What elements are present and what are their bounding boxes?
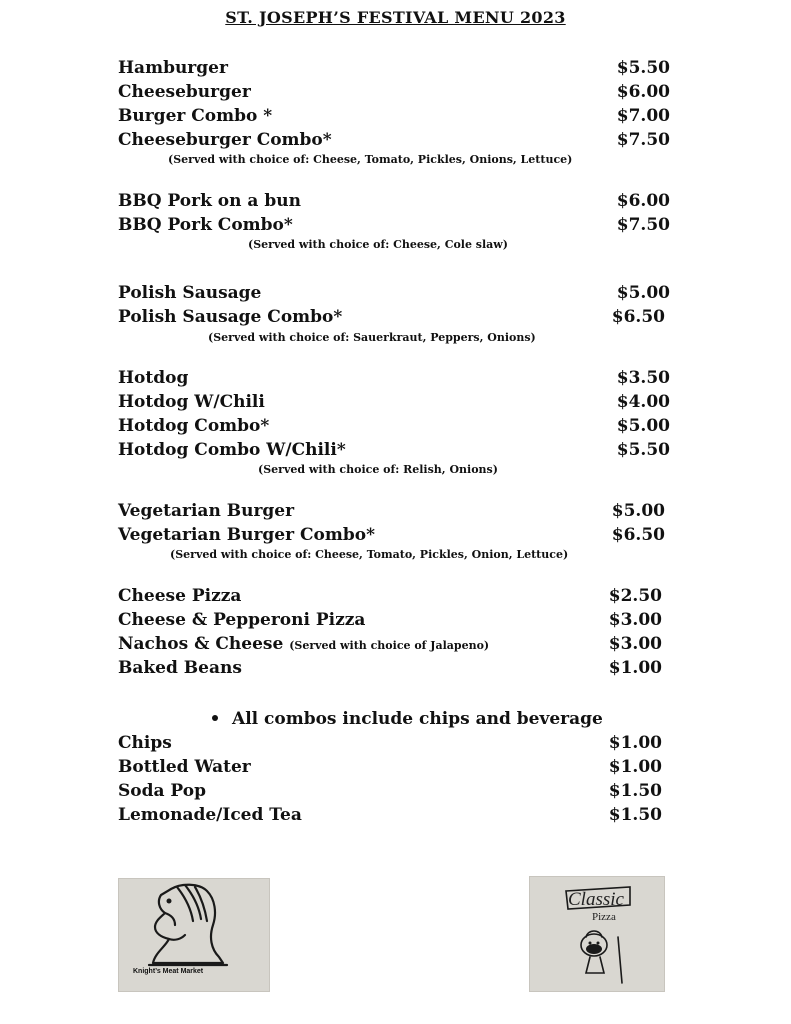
menu-item-price: $1.50 [608, 805, 662, 825]
menu-item-price: $1.00 [608, 733, 662, 753]
served-with-note: (Served with choice of: Sauerkraut, Peppers, Onions) [208, 331, 536, 344]
served-with-note: (Served with choice of: Cheese, Tomato, Pickles, Onions, Lettuce) [168, 153, 573, 166]
pizza-logo-word: Pizza [592, 911, 616, 923]
served-with-note: (Served with choice of: Relish, Onions) [258, 463, 498, 476]
classic-pizza-logo [529, 876, 665, 992]
menu-item-name: Chips [118, 733, 172, 753]
menu-item-name: BBQ Pork on a bun [118, 191, 301, 211]
knight-logo-text: Knight’s Meat Market [133, 968, 204, 975]
menu-title: ST. JOSEPH’S FESTIVAL MENU 2023 [225, 8, 566, 27]
menu-item-price: $1.50 [608, 781, 662, 801]
menu-item-name: Cheeseburger [118, 82, 251, 102]
combo-note [212, 708, 603, 730]
menu-item-price: $1.00 [608, 757, 662, 777]
served-with-note: (Served with choice of: Cheese, Tomato, Pickles, Onion, Lettuce) [170, 548, 569, 561]
menu-item-name: Baked Beans [118, 658, 242, 678]
menu-item-name: Polish Sausage Combo* [118, 307, 343, 327]
menu-item-price: $3.00 [608, 634, 662, 654]
menu-item-name: Vegetarian Burger Combo* [118, 525, 375, 545]
pizza-logo-word: Classic [568, 889, 624, 910]
menu-item-price: $6.00 [616, 82, 670, 102]
menu-item-price: $4.00 [616, 392, 670, 412]
menu-item-price: $5.50 [616, 58, 670, 78]
combo-note-text: All combos include chips and beverage [232, 709, 603, 729]
menu-item-name: Cheeseburger Combo* [118, 130, 332, 150]
menu-item-name: Hamburger [118, 58, 228, 78]
menu-item-name: Polish Sausage [118, 283, 262, 303]
served-with-note: (Served with choice of Jalapeno) [289, 639, 490, 652]
menu-item-name: Soda Pop [118, 781, 206, 801]
pizza-chef-icon [530, 877, 664, 991]
menu-item-price: $6.00 [616, 191, 670, 211]
menu-item-price: $7.00 [616, 106, 670, 126]
menu-item-name: Bottled Water [118, 757, 251, 777]
menu-item-name: BBQ Pork Combo* [118, 215, 293, 235]
menu-item-price: $5.00 [616, 416, 670, 436]
menu-item-price: $1.00 [608, 658, 662, 678]
menu-item-price: $7.50 [616, 130, 670, 150]
menu-item-name: Hotdog Combo* [118, 416, 270, 436]
menu-item-price: $3.00 [608, 610, 662, 630]
menu-item-price: $5.00 [616, 283, 670, 303]
menu-item-label: Nachos & Cheese [118, 634, 284, 654]
bullet-icon [212, 715, 218, 721]
menu-item-price: $6.50 [611, 525, 665, 545]
menu-item-price: $2.50 [608, 586, 662, 606]
menu-item-name: Vegetarian Burger [118, 501, 295, 521]
menu-item-price: $7.50 [616, 215, 670, 235]
knights-meat-market-logo [118, 878, 270, 992]
menu-item-name: Hotdog [118, 368, 189, 388]
menu-item-price: $3.50 [616, 368, 670, 388]
menu-item-name: Burger Combo * [118, 106, 273, 126]
menu-item-name: Lemonade/Iced Tea [118, 805, 302, 825]
menu-item-name: Cheese & Pepperoni Pizza [118, 610, 366, 630]
menu-item-name [118, 633, 489, 657]
menu-item-name: Hotdog Combo W/Chili* [118, 440, 346, 460]
menu-item-price: $5.00 [611, 501, 665, 521]
served-with-note: (Served with choice of: Cheese, Cole slaw) [248, 238, 508, 251]
menu-item-price: $6.50 [611, 307, 665, 327]
menu-item-price: $5.50 [616, 440, 670, 460]
menu-item-name: Hotdog W/Chili [118, 392, 265, 412]
menu-item-name: Cheese Pizza [118, 586, 242, 606]
